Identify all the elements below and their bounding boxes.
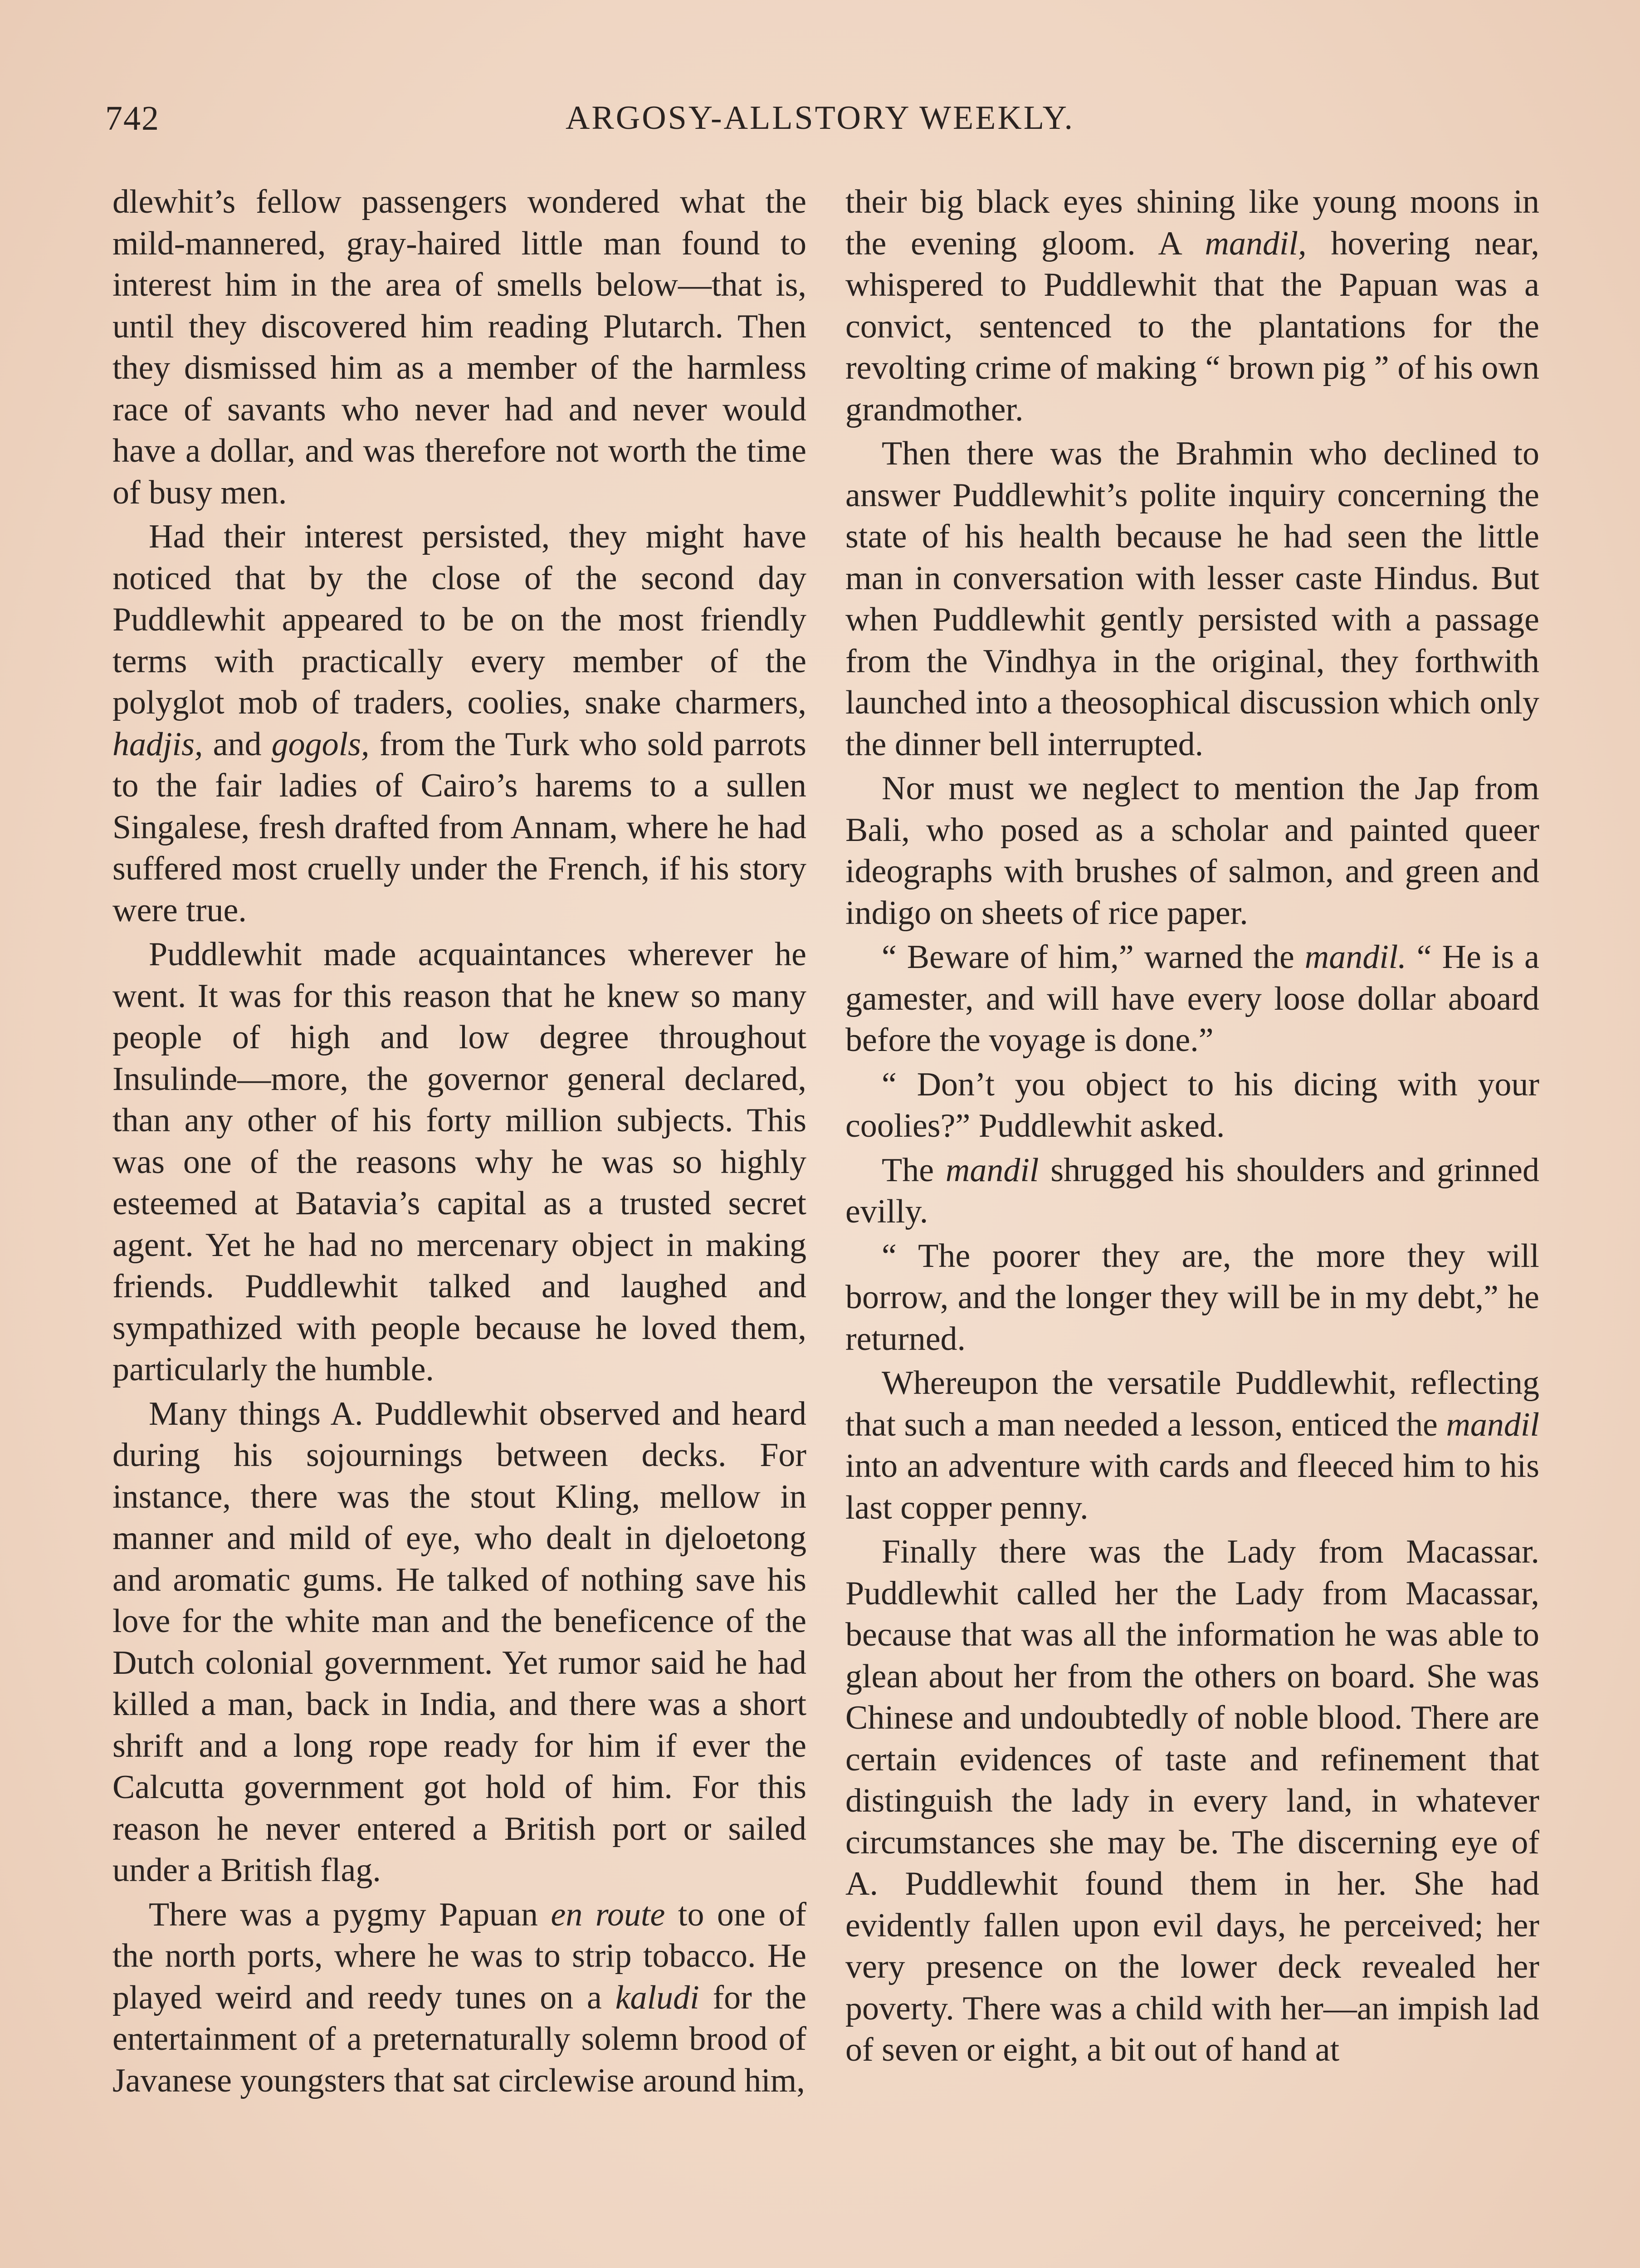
paragraph: dlewhit’s fellow passengers wondered what the mild-mannered, gray-haired little man found to interest him in the area of smells below—that is, until they discovered him reading Plutarch. Then they dismissed him as a member of the harmless race of savants who never had and never would have a dollar, and was therefore not worth the time of busy men.: [112, 183, 806, 511]
paragraph: Finally there was the Lady from Macassar. Puddlewhit called her the Lady from Macassar, because that was all the information he was able to glean about her from the others on board. She was Chinese and undoubtedly of noble blood. There are certain evidences of taste and refinement that distinguish the lady in every land, in whatever circumstances she may be. The discerning eye of A. Puddlewhit found them in her. She had evidently fallen upon evil days, he perceived; her very presence on the lower deck revealed her poverty. There was a child with her—an impish lad of seven or eight, a bit out of hand at: [845, 1533, 1539, 2068]
paragraph: “ The poorer they are, the more they will borrow, and the longer they will be in my debt,” he returned.: [845, 1237, 1539, 1358]
paragraph: “ Don’t you object to his dicing with your coolies?” Puddlewhit asked.: [845, 1066, 1539, 1144]
paragraph: Had their interest persisted, they might have noticed that by the close of the second day Puddlewhit appeared to be on the most friendly terms with practically every member of the polyglot mob of traders, coolies, snake charmers, hadjis, and gogols, from the Turk who sold parrots to the fair ladies of Cairo’s harems to a sullen Singalese, fresh drafted from Annam, where he had suffered most cruelly under the French, if his story were true.: [112, 518, 806, 929]
left-column: [112, 181, 806, 2268]
paragraph: Many things A. Puddlewhit observed and heard during his sojournings between decks. For instance, there was the stout Kling, mellow in manner and mild of eye, who dealt in djeloetong and aromatic gums. He talked of nothing save his love for the white man and the beneficence of the Dutch colonial government. Yet rumor said he had killed a man, back in India, and there was a short shrift and a long rope ready for him if ever the Calcutta government got hold of him. For this reason he never entered a British port or sailed under a British flag.: [112, 1395, 806, 1889]
page-number: 742: [105, 99, 160, 137]
paragraph: their big black eyes shining like young moons in the evening gloom. A mandil, hovering near, whispered to Puddlewhit that the Papuan was a convict, sentenced to the plantations for the revolting crime of making “ brown pig ” of his own grandmother.: [845, 183, 1539, 428]
paragraph: Nor must we neglect to mention the Jap from Bali, who posed as a scholar and painted queer ideographs with brushes of salmon, and green and indigo on sheets of rice paper.: [845, 770, 1539, 932]
paragraph: Whereupon the versatile Puddlewhit, reflecting that such a man needed a lesson, enticed the mandil into an adventure with cards and fleeced him to his last copper penny.: [845, 1364, 1539, 1526]
paragraph: “ Beware of him,” warned the mandil. “ He is a gamester, and will have every loose dollar aboard before the voyage is done.”: [845, 938, 1539, 1059]
right-column: [845, 181, 1539, 2268]
page-header: [105, 99, 1535, 153]
paragraph: The mandil shrugged his shoulders and grinned evilly.: [845, 1151, 1539, 1230]
paragraph: There was a pygmy Papuan en route to one of the north ports, where he was to strip tobacco. He played weird and reedy tunes on a kaludi for the entertainment of a preternaturally solemn brood of Javanese youngsters that sat circlewise around him,: [112, 1896, 806, 2099]
paragraph: Then there was the Brahmin who declined to answer Puddlewhit’s polite inquiry concerning the state of his health because he had seen the little man in conversation with lesser caste Hindus. But when Puddlewhit gently persisted with a passage from the Vindhya in the original, they forthwith launched into a theosophical discussion which only the dinner bell interrupted.: [845, 435, 1539, 763]
running-head: ARGOSY-ALLSTORY WEEKLY.: [565, 99, 1075, 137]
paragraph: Puddlewhit made acquaintances wherever he went. It was for this reason that he knew so many people of high and low degree throughout Insulinde—more, the governor general declared, than any other of his forty million subjects. This was one of the reasons why he was so highly esteemed at Batavia’s capital as a trusted secret agent. Yet he had no mercenary object in making friends. Puddlewhit talked and laughed and sympathized with people because he loved them, particularly the humble.: [112, 936, 806, 1388]
